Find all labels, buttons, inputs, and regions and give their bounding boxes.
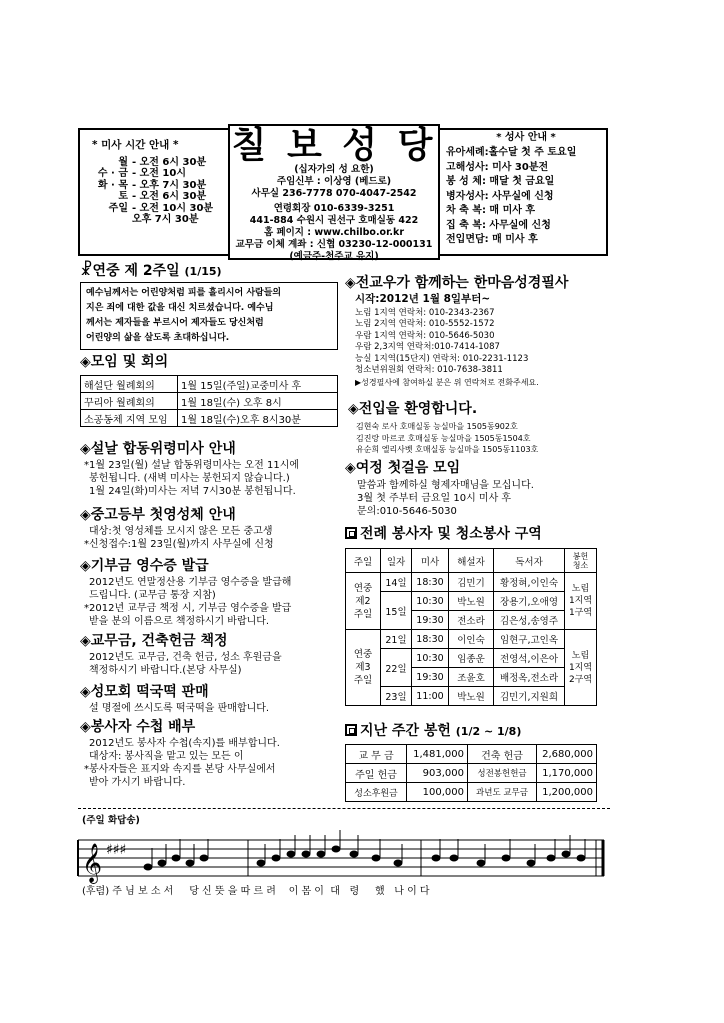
- music-lyrics: (후렴) 주 님 보 소 서 당 신 뜻 을 따 르 려 이 몸 이 대 령 했 나 이 다: [82, 886, 430, 897]
- square-bullet-icon: [345, 527, 357, 539]
- table-row: 주일 헌금 903,000 성전봉헌헌금 1,170,000: [346, 764, 597, 783]
- welcome-section: ◈전입을 환영합니다. 김현숙 로사 호매실동 능실마을 1505동902호 김진랑 마르코 호매실동 능실마을 1505동1504호 유순희 엘리사벳 호매실동 능실마을 1505동1103호: [348, 402, 610, 456]
- reflection-line: 어린양의 삶을 살도록 초대하십니다.: [86, 333, 230, 343]
- church-homepage[interactable]: 홈 페이지 : www.chilbo.or.kr: [263, 227, 405, 238]
- mass-times-title: * 미사 시간 안내 *: [92, 139, 179, 151]
- sunday-reflection-box: [80, 282, 338, 350]
- table-row: 성소후원금 100,000 과년도 교무금 1,200,000: [346, 783, 597, 802]
- table-row: 해설단 월례회의 1월 15일(주일)교중미사 후: [81, 376, 338, 393]
- treble-clef-icon: 𝄞: [82, 843, 103, 883]
- table-row: 소공동체 지역 모임 1월 18일(수)오후 8시30분: [81, 410, 338, 427]
- mass-times: [82, 157, 222, 226]
- church-info: [228, 124, 440, 260]
- table-row: 꾸리아 월례회의 1월 18일(수) 오후 8시: [81, 393, 338, 410]
- service-table: [345, 548, 597, 706]
- table-row: 19:30 전소라 김은성,송영주: [346, 611, 597, 630]
- table-row: 연중 제3 주일 21일 18:30 이인숙 임현구,고인옥 노림 1지역 2구역: [346, 630, 597, 649]
- chi-rho-icon: ☧: [80, 260, 93, 279]
- sacrament-row: 차 축 복: 매 미사 후: [446, 205, 536, 217]
- family-section: ◈여정 첫걸음 모임 말씀과 함께하실 형제자매님을 모십니다. 3월 첫 주부터 금요일 10시 미사 후 문의:010-5646-5030: [345, 461, 607, 518]
- church-account-holder: (예금주-천주교 유지): [289, 251, 379, 262]
- service-title: 전례 봉사자 및 청소봉사 구역: [345, 527, 542, 541]
- table-row: 15일 10:30 박노원 장용기,오애영: [346, 592, 597, 611]
- table-row: 교 무 금 1,481,000 건축 헌금 2,680,000: [346, 745, 597, 764]
- notice-block: ◈성모회 떡국떡 판매 설 명절에 쓰시도록 떡국떡을 판매합니다.: [80, 685, 342, 715]
- notice-block: ◈봉사자 수첩 배부 2012년도 봉사자 수첩(속지)를 배부합니다. 대상자: 봉사직을 맡고 있는 모든 이 *봉사자들은 표지와 속지를 본당 사무실에서 받아 가시기 바랍니다.: [80, 720, 342, 789]
- church-pastor: 주임신부 : 이상영 (베드로): [276, 176, 392, 187]
- sacraments: [446, 133, 606, 248]
- table-row: 연중 제2 주일 14일 18:30 김민기 황정혀,이인숙 노림 1지역 1구역: [346, 573, 597, 592]
- reflection-line: 께서는 제자들을 부르시어 제자들도 당신처럼: [86, 318, 264, 328]
- notice-block: ◈중고등부 첫영성체 안내 대상:첫 영성체를 모시지 않은 모든 중고생 *신청접수:1월 23일(월)까지 사무실에 신청: [80, 508, 342, 551]
- mass-row: 화 · 목 - 오후 7시 30분: [97, 179, 207, 191]
- meetings-title: ◈모임 및 회의: [80, 354, 169, 370]
- notice-title: ◈성모회 떡국떡 판매: [80, 684, 209, 700]
- mass-row: 토 - 오전 6시 30분: [118, 191, 207, 203]
- bible-title: ◈전교우가 함께하는 한마음성경필사: [345, 275, 569, 291]
- mass-row: 오후 7시 30분: [132, 214, 199, 226]
- reflection-line: 지은 죄에 대한 값을 대신 치르셨습니다. 예수님: [86, 303, 274, 313]
- table-row: 23일 11:00 박노원 김민기,지원희: [346, 687, 597, 706]
- church-name: 칠 보 성 당: [231, 125, 437, 166]
- table-row: 19:30 조윤호 배정옥,전소라: [346, 668, 597, 687]
- notice-title: ◈중고등부 첫영성체 안내: [80, 507, 236, 523]
- sacrament-row: 병자성사: 사무실에 신청: [446, 190, 554, 202]
- reflection-line: 예수님께서는 어린양처럼 피를 흘리시어 사람들의: [86, 288, 282, 298]
- sacrament-row: 전입면담: 매 미사 후: [446, 234, 538, 246]
- staff-lines: [78, 840, 604, 876]
- notice-title: ◈설날 합동위령미사 안내: [80, 441, 236, 457]
- church-phone: 사무실 236-7778 070-4047-2542: [251, 188, 417, 199]
- notice-block: ◈교무금, 건축헌금 책정 2012년도 교무금, 건축 헌금, 성소 후원금을 책정하시기 바랍니다.(본당 사무실): [80, 634, 342, 677]
- mass-row: 월 - 오전 6시 30분: [118, 156, 207, 168]
- notice-title: ◈기부금 영수증 발급: [80, 558, 209, 574]
- sacrament-row: 봉 성 체: 매달 첫 금요일: [446, 176, 555, 188]
- church-address: 441-884 수원시 권선구 호매실동 422: [249, 215, 419, 226]
- notice-title: ◈봉사자 수첩 배부: [80, 719, 196, 735]
- music-staff: [76, 830, 606, 890]
- sacrament-row: 집 축 복: 사무실에 신청: [446, 219, 551, 231]
- sacrament-row: 유아세례:홀수달 첫 주 토요일: [446, 147, 577, 159]
- music-label: (주일 화답송): [82, 815, 140, 826]
- bible-copy-section: ◈전교우가 함께하는 한마음성경필사 시작:2012년 1월 8일부터~ 노림 1지역 연락처: 010-2343-2367 노림 2지역 연락처: 010-5552-1572 우람 1지역 연락처: 010-5646-5030 우람 2,3지역 연락처:010-7414-1087 능실 1지역(15단지) 연락처: 010-2231-1123 청소년위원회 연락처: 010-7638-3811 ▶성경필사에 참여하실 분은 위 연락처로 전화주세요.: [345, 276, 607, 388]
- welcome-title: ◈전입을 환영합니다.: [348, 401, 478, 417]
- table-header: 주일 일자 미사 해설자 독서자 봉헌 청소: [346, 549, 597, 573]
- church-account: 교무금 이체 계좌 : 신협 03230-12-000131: [235, 239, 433, 250]
- notice-block: ◈설날 합동위령미사 안내 *1월 23일(월) 설날 합동위령미사는 오전 11시에 봉헌됩니다. (새벽 미사는 봉헌되지 않습니다.) 1월 24일(화)미사는 저녁 7시30분 봉헌됩니다.: [80, 442, 342, 498]
- notice-block: ◈기부금 영수증 발급 2012년도 연말정산용 기부금 영수증을 발급해 드립니다. (교무금 통장 지참) *2012년 교무금 책정 시, 기부금 영수증을 발급 받을 분의 이름으로 책정하시기 바랍니다.: [80, 559, 342, 628]
- sacrament-row: 고해성사: 미사 30분전: [446, 161, 549, 173]
- key-signature: ♯♯♯: [106, 842, 127, 858]
- meetings-table: [80, 375, 338, 427]
- offering-title: 지난 주간 봉헌 (1/2 ~ 1/8): [345, 724, 521, 738]
- family-title: ◈여정 첫걸음 모임: [345, 460, 461, 476]
- offering-table: [345, 744, 597, 802]
- notice-title: ◈교무금, 건축헌금 책정: [80, 633, 228, 649]
- church-chairman: 연령회장 010-6339-3251: [273, 203, 395, 214]
- church-patron: (십자가의 성 요한): [294, 164, 374, 175]
- mass-row: 주일 - 오전 10시 30분: [108, 202, 214, 214]
- notes: [144, 830, 585, 870]
- divider: [78, 808, 610, 809]
- sunday-heading: ☧연중 제 2주일 (1/15): [80, 260, 222, 279]
- table-row: 22일 10:30 임종운 전영석,이은아: [346, 649, 597, 668]
- square-bullet-icon: [345, 724, 357, 736]
- mass-row: 수 · 금 - 오전 10시: [97, 168, 187, 180]
- bible-start: 시작:2012년 1월 8일부터~: [355, 293, 491, 305]
- sacraments-title: * 성사 안내 *: [496, 132, 556, 143]
